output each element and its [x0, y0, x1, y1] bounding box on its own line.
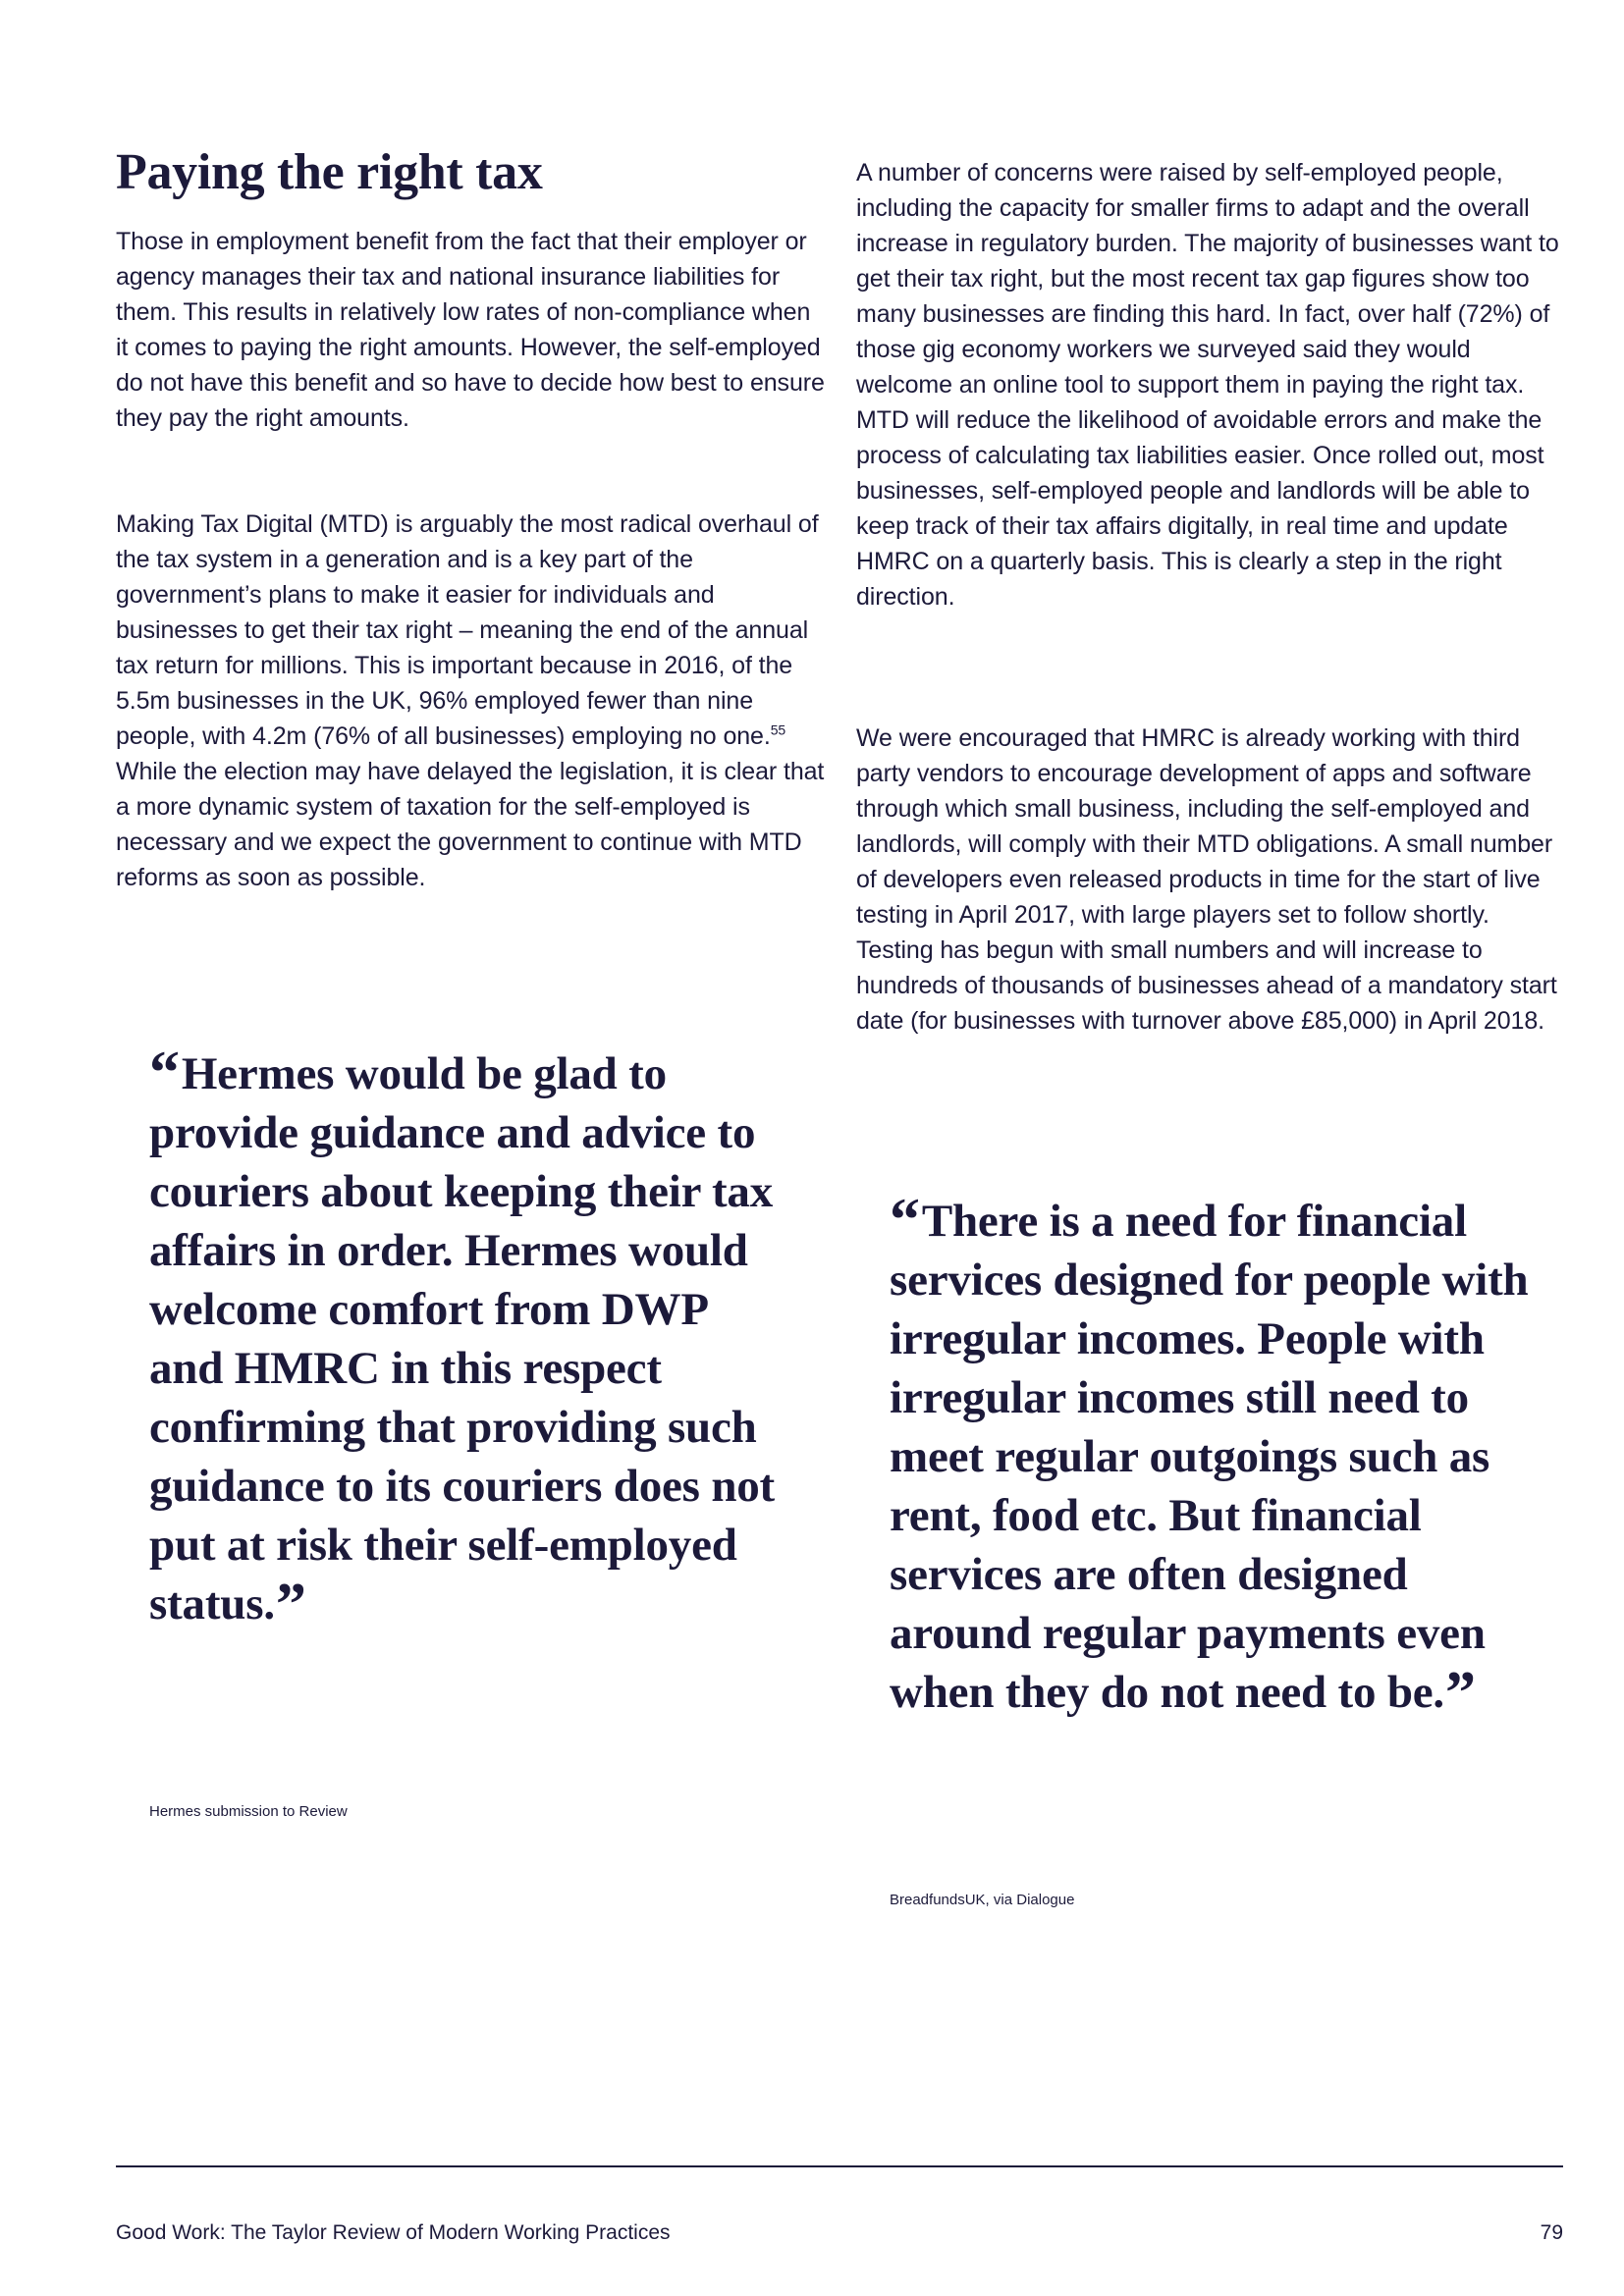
open-quote-mark: “ — [149, 1040, 180, 1106]
pull-quote-hermes-text: Hermes would be glad to provide guidance and advice to couriers about keeping their tax affairs in order. Hermes would welcome comfort from DWP and HMRC in this respect confirming that providing such guidance to its couriers does not put at risk their self-employed status. — [149, 1048, 776, 1629]
pull-quote-breadfunds-text: There is a need for financial services designed for people with irregular incomes. People with irregular incomes still need to meet regular outgoings such as rent, food etc. But financial services are often designed around regular payments even when they do not need to be. — [890, 1196, 1529, 1718]
right-paragraph-1: A number of concerns were raised by self-employed people, including the capacity for smaller firms to adapt and the overall increase in regulatory burden. The majority of businesses want to get their tax right, but the most recent tax gap figures show too many businesses are finding this hard. In fact, over half (72%) of those gig economy workers we surveyed said they would welcome an online tool to support them in paying the right tax. MTD will reduce the likelihood of avoidable errors and make the process of calculating tax liabilities easier. Once rolled out, most businesses, self-employed people and landlords will be able to keep track of their tax affairs digitally, in real time and update HMRC on a quarterly basis. This is clearly a step in the right direction. — [856, 159, 1559, 611]
page-number: 79 — [1540, 2221, 1563, 2244]
footer-divider — [116, 2165, 1563, 2167]
pull-quote-breadfunds — [890, 1187, 1538, 1727]
pull-quote-hermes — [149, 1040, 778, 1638]
footnote-ref: 55 — [770, 721, 786, 738]
left-paragraph-2-text-a: Making Tax Digital (MTD) is arguably the most radical overhaul of the tax system in a generation and is a key part of the government’s plans to make it easier for individuals and businesses to get their tax right – meaning the end of the annual tax return for millions. This is important because in 2016, of the 5.5m businesses in the UK, 96% employed fewer than nine people, with 4.2m (76% of all businesses) employing no one. — [116, 510, 819, 750]
close-quote-mark: ” — [275, 1572, 306, 1638]
close-quote-mark: ” — [1444, 1660, 1476, 1727]
left-paragraph-2-text-b: While the election may have delayed the legislation, it is clear that a more dynamic system of taxation for the self-employed is necessary and we expect the government to continue with MTD reforms as soon as possible. — [116, 758, 825, 891]
section-heading: Paying the right tax — [116, 144, 543, 200]
right-paragraph-2: We were encouraged that HMRC is already working with third party vendors to encourage development of apps and software through which small business, including the self-employed and landlords, will comply with their MTD obligations. A small number of developers even released products in time for the start of live testing in April 2017, with large players set to follow shortly. Testing has begun with small numbers and will increase to hundreds of thousands of businesses ahead of a mandatory start date (for businesses with turnover above £85,000) in April 2018. — [856, 724, 1557, 1035]
left-paragraph-2 — [116, 507, 827, 895]
left-paragraph-1: Those in employment benefit from the fact that their employer or agency manages their tax and national insurance liabilities for them. This results in relatively low rates of non-compliance when it comes to paying the right amounts. However, the self-employed do not have this benefit and so have to decide how best to ensure they pay the right amounts. — [116, 228, 825, 432]
open-quote-mark: “ — [890, 1187, 920, 1254]
quote-attribution-hermes: Hermes submission to Review — [149, 1803, 348, 1820]
quote-attribution-breadfunds: BreadfundsUK, via Dialogue — [890, 1892, 1075, 1908]
footer-publication-title: Good Work: The Taylor Review of Modern Working Practices — [116, 2221, 671, 2244]
